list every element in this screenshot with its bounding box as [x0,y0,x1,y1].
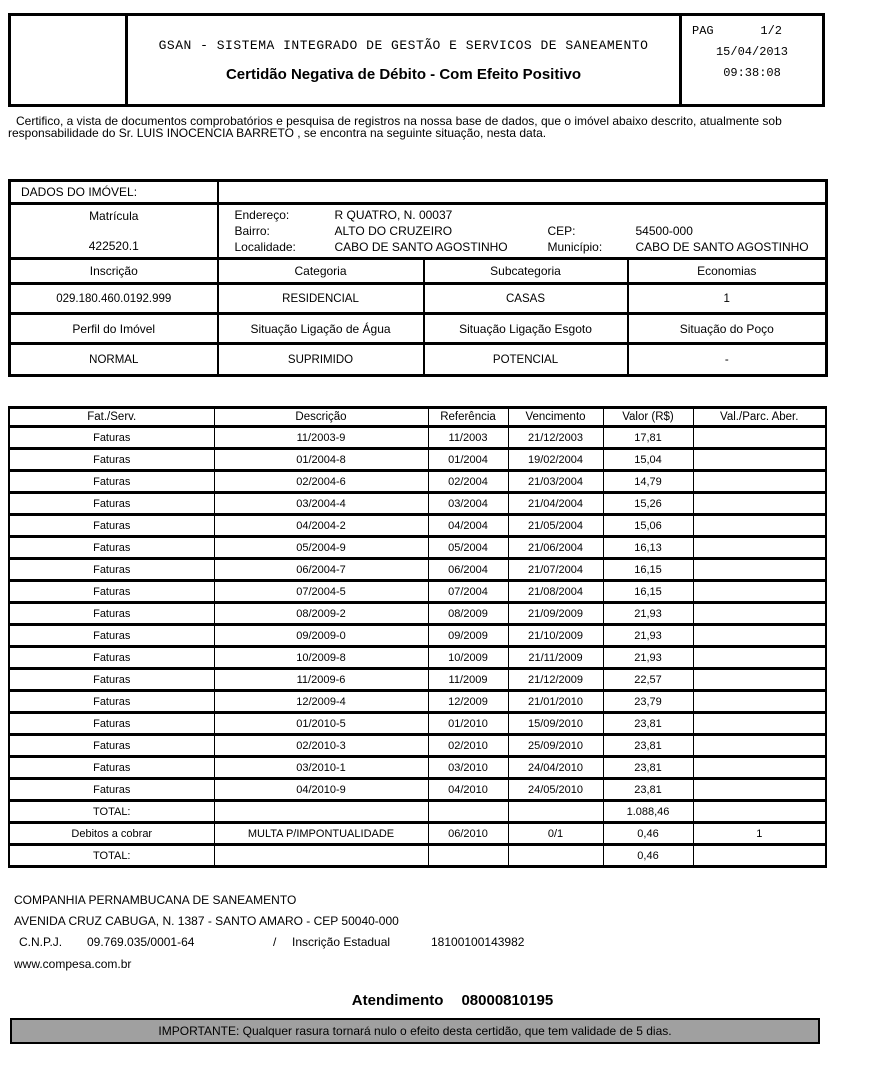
charges-cell: 01/2010-5 [214,713,428,735]
economias-value: 1 [628,284,827,314]
certification-paragraph: Certifico, a vista de documentos comprobatórios e pesquisa de registros na nossa base de dados, que o imóvel abaixo descrito, atualmente sob responsabilidade do Sr. LUIS INOCENCIA BARRETO , se encontra na seguinte situação, nesta data. [8,114,782,140]
charges-cell: Faturas [9,449,214,471]
charges-cell [693,581,826,603]
document-title: Certidão Negativa de Débito - Com Efeito Positivo [225,65,582,83]
charges-cell: 23,81 [603,713,693,735]
charges-cell: Faturas [9,515,214,537]
charges-cell: Faturas [9,735,214,757]
charges-cell: 03/2010-1 [214,757,428,779]
charges-cell: 06/2010 [428,823,508,845]
charges-cell: 21/11/2009 [508,647,603,669]
charges-cell: 21,93 [603,647,693,669]
charges-cell: 24/04/2010 [508,757,603,779]
charges-cell: 08/2009-2 [214,603,428,625]
cep-label: CEP: [547,224,576,238]
charges-cell [693,471,826,493]
charges-cell: Faturas [9,713,214,735]
charges-cell: 03/2004-4 [214,493,428,515]
perfil-header: Perfil do Imóvel [10,314,218,344]
charges-cell: 23,81 [603,735,693,757]
charges-cell: 21/10/2009 [508,625,603,647]
charges-cell: 24/05/2010 [508,779,603,801]
charges-cell: 23,81 [603,757,693,779]
esgoto-header: Situação Ligação Esgoto [424,314,628,344]
cep-value: 54500-000 [635,224,693,238]
subcategoria-value: CASAS [424,284,628,314]
economias-header: Economias [628,259,827,284]
charges-cell: 04/2010 [428,779,508,801]
charges-cell [693,493,826,515]
matricula-cell [10,204,218,259]
charges-cell [693,845,826,867]
important-notice-text: IMPORTANTE: Qualquer rasura tornará nulo o efeito desta certidão, que tem validade de 5 dias. [158,1024,672,1038]
attendance-phone: 08000810195 [461,992,554,1009]
charges-cell: 16,15 [603,581,693,603]
bairro-value: ALTO DO CRUZEIRO [334,224,453,238]
report-header [8,13,825,107]
matricula-value: 422520.1 [88,239,139,253]
page-number: 1/2 [760,24,782,38]
charges-cell [214,801,428,823]
charges-row [9,559,826,581]
charges-cell: TOTAL: [9,845,214,867]
charges-cell: 21/09/2009 [508,603,603,625]
charges-cell: 0,46 [603,823,693,845]
charges-row [9,801,826,823]
charges-cell: 21/04/2004 [508,493,603,515]
charges-header-row [9,408,826,427]
charges-cell: 21,93 [603,625,693,647]
charges-cell: 01/2010 [428,713,508,735]
charges-cell: 15,26 [603,493,693,515]
charges-row [9,625,826,647]
cnpj-label: C.N.P.J. [19,935,63,949]
charges-cell: 01/2004-8 [214,449,428,471]
charges-row [9,691,826,713]
municipio-label: Município: [547,240,603,254]
charges-cell: Faturas [9,471,214,493]
important-notice-bar [10,1018,820,1044]
charges-cell: 04/2004 [428,515,508,537]
col-header-val-parc-aber: Val./Parc. Aber. [693,408,826,427]
charges-row [9,427,826,449]
charges-cell: 03/2004 [428,493,508,515]
agua-header: Situação Ligação de Água [218,314,424,344]
charges-cell: Faturas [9,537,214,559]
inscricao-estadual-value: 18100100143982 [431,935,525,949]
charges-cell: 07/2004-5 [214,581,428,603]
charges-cell: Faturas [9,779,214,801]
subcategoria-header: Subcategoria [424,259,628,284]
company-footer [14,889,525,975]
charges-cell: 10/2009 [428,647,508,669]
charges-cell [214,845,428,867]
report-date: 15/04/2013 [715,45,788,59]
website: www.compesa.com.br [14,957,132,972]
charges-cell: 21/05/2004 [508,515,603,537]
charges-cell: 21/12/2009 [508,669,603,691]
charges-cell: 16,13 [603,537,693,559]
header-titles [128,16,682,104]
inscricao-estadual-label: Inscrição Estadual [292,935,391,949]
charges-cell: 11/2009 [428,669,508,691]
charges-cell: 1 [693,823,826,845]
charges-cell: 21,93 [603,603,693,625]
matricula-label: Matrícula [89,209,139,223]
agua-value: SUPRIMIDO [218,344,424,376]
page-info-box [682,16,822,104]
charges-cell [693,537,826,559]
charges-cell: 21/08/2004 [508,581,603,603]
system-title: GSAN - SISTEMA INTEGRADO DE GESTÃO E SERVICOS DE SANEAMENTO [158,37,649,53]
charges-cell: 05/2004 [428,537,508,559]
cnpj-value: 09.769.035/0001-64 [87,935,195,949]
charges-cell: 22,57 [603,669,693,691]
col-header-valor: Valor (R$) [603,408,693,427]
charges-cell [693,603,826,625]
perfil-value: NORMAL [10,344,218,376]
charges-row [9,515,826,537]
col-header-vencimento: Vencimento [508,408,603,427]
charges-cell: 15,06 [603,515,693,537]
attendance-line [44,992,861,1009]
charges-cell: 21/01/2010 [508,691,603,713]
col-header-descricao: Descrição [214,408,428,427]
charges-table [8,406,827,868]
charges-cell [508,801,603,823]
charges-row [9,779,826,801]
charges-row [9,757,826,779]
municipio-value: CABO DE SANTO AGOSTINHO [635,240,809,254]
charges-cell: 15,04 [603,449,693,471]
charges-cell [693,427,826,449]
charges-cell: 11/2003 [428,427,508,449]
charges-cell: 04/2004-2 [214,515,428,537]
charges-cell [693,515,826,537]
charges-cell: 0/1 [508,823,603,845]
charges-row [9,603,826,625]
charges-cell [428,801,508,823]
charges-cell: 25/09/2010 [508,735,603,757]
charges-cell: Faturas [9,427,214,449]
charges-cell: 12/2009-4 [214,691,428,713]
inscricao-value: 029.180.460.0192.999 [10,284,218,314]
charges-cell [693,713,826,735]
pag-label: PAG [692,24,714,38]
charges-cell: 16,15 [603,559,693,581]
charges-cell [693,449,826,471]
esgoto-value: POTENCIAL [424,344,628,376]
charges-cell: 06/2004-7 [214,559,428,581]
charges-row [9,471,826,493]
localidade-label: Localidade: [234,240,296,254]
report-time: 09:38:08 [723,66,781,80]
charges-row [9,669,826,691]
charges-cell: 21/07/2004 [508,559,603,581]
charges-cell: 06/2004 [428,559,508,581]
cnpj-ie-separator: / [273,935,277,949]
charges-cell: 21/03/2004 [508,471,603,493]
logo-placeholder [11,16,128,104]
charges-cell [693,669,826,691]
attendance-label: Atendimento [351,992,444,1009]
charges-cell: 15/09/2010 [508,713,603,735]
charges-cell [508,845,603,867]
charges-row [9,647,826,669]
charges-cell: Faturas [9,493,214,515]
charges-table-body [9,427,826,867]
charges-cell [693,779,826,801]
charges-cell: 11/2009-6 [214,669,428,691]
bairro-label: Bairro: [234,224,270,238]
charges-cell: Faturas [9,581,214,603]
charges-cell: 02/2010 [428,735,508,757]
charges-cell [693,559,826,581]
cnpj-line [14,932,525,954]
charges-cell: Faturas [9,669,214,691]
inscricao-header: Inscrição [10,259,218,284]
charges-cell [693,735,826,757]
charges-cell: 12/2009 [428,691,508,713]
charges-cell: 19/02/2004 [508,449,603,471]
company-address: AVENIDA CRUZ CABUGA, N. 1387 - SANTO AMARO - CEP 50040-000 [14,914,399,929]
charges-cell: TOTAL: [9,801,214,823]
poco-value: - [628,344,827,376]
charges-cell: 01/2004 [428,449,508,471]
charges-cell: 10/2009-8 [214,647,428,669]
charges-cell: 11/2003-9 [214,427,428,449]
charges-cell [693,691,826,713]
charges-cell: 08/2009 [428,603,508,625]
charges-cell: 21/12/2003 [508,427,603,449]
categoria-header: Categoria [218,259,424,284]
charges-cell: 21/06/2004 [508,537,603,559]
categoria-value: RESIDENCIAL [218,284,424,314]
charges-cell [428,845,508,867]
charges-row [9,845,826,867]
charges-cell: 02/2004 [428,471,508,493]
col-header-referencia: Referência [428,408,508,427]
charges-cell: Faturas [9,757,214,779]
charges-cell: 05/2004-9 [214,537,428,559]
charges-cell: Faturas [9,559,214,581]
charges-row [9,823,826,845]
col-header-fat-serv: Fat./Serv. [9,408,214,427]
charges-cell: 03/2010 [428,757,508,779]
property-title-spacer [218,181,827,204]
property-data-table [8,179,828,377]
charges-cell: Faturas [9,625,214,647]
charges-cell [693,801,826,823]
endereco-label: Endereço: [234,208,290,222]
charges-cell: 09/2009 [428,625,508,647]
charges-cell: Debitos a cobrar [9,823,214,845]
charges-row [9,537,826,559]
charges-row [9,493,826,515]
charges-cell: MULTA P/IMPONTUALIDADE [214,823,428,845]
localidade-value: CABO DE SANTO AGOSTINHO [334,240,508,254]
charges-cell: 09/2009-0 [214,625,428,647]
charges-cell: 23,81 [603,779,693,801]
charges-cell: 02/2010-3 [214,735,428,757]
company-name: COMPANHIA PERNAMBUCANA DE SANEAMENTO [14,892,297,907]
endereco-value: R QUATRO, N. 00037 [334,208,453,222]
charges-cell: Faturas [9,647,214,669]
charges-cell: 04/2010-9 [214,779,428,801]
charges-row [9,449,826,471]
charges-cell: 14,79 [603,471,693,493]
address-cell [218,204,827,259]
charges-cell: Faturas [9,691,214,713]
charges-row [9,713,826,735]
charges-cell [693,625,826,647]
charges-cell: Faturas [9,603,214,625]
charges-row [9,581,826,603]
property-section-title: DADOS DO IMÓVEL: [10,181,218,204]
charges-cell [693,757,826,779]
poco-header: Situação do Poço [628,314,827,344]
charges-cell: 23,79 [603,691,693,713]
charges-row [9,735,826,757]
charges-cell: 02/2004-6 [214,471,428,493]
charges-cell [693,647,826,669]
charges-cell: 0,46 [603,845,693,867]
charges-cell: 17,81 [603,427,693,449]
charges-cell: 1.088,46 [603,801,693,823]
charges-cell: 07/2004 [428,581,508,603]
